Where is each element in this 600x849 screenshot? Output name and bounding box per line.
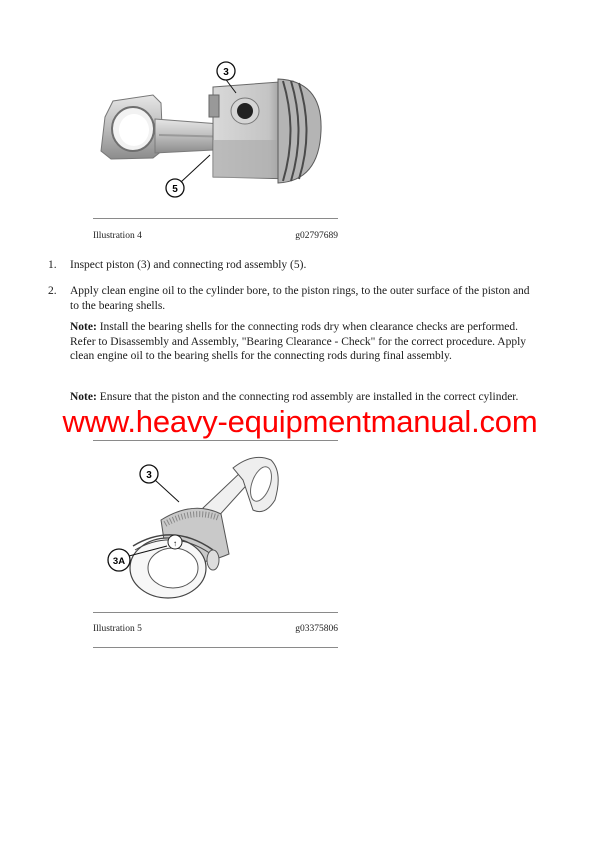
- callout-3-label: 3: [223, 67, 229, 78]
- divider-illustration-5-top: [93, 440, 338, 441]
- divider-illustration-5-bottom: [93, 647, 338, 648]
- illustration-5-code: g03375806: [295, 624, 338, 634]
- illustration-5-caption: [93, 624, 338, 634]
- piston-rod-photo: [93, 55, 338, 205]
- watermark-url: www.heavy-equipmentmanual.com: [62, 404, 538, 439]
- step-1-text: Inspect piston (3) and connecting rod assembly (5).: [70, 259, 307, 271]
- illustration-5-label: Illustration 5: [93, 624, 142, 634]
- callout-5-label: 5: [172, 184, 178, 195]
- step-1-number: 1.: [48, 259, 57, 271]
- divider-illustration-4: [93, 218, 338, 219]
- note-bearing-shells: [70, 320, 530, 364]
- callout-3-label-fig5: 3: [146, 470, 152, 481]
- note-1-text: Install the bearing shells for the connecting rods dry when clearance checks are performed. Refer to Disassembly and Assembly, "Bearing Clearance - Check" for the correct procedure. Apply clean engine oil to the bearing shells for the connecting rods during final assembly.: [70, 321, 527, 362]
- note-2-label: Note:: [70, 391, 97, 403]
- callout-3a-label: 3A: [112, 556, 126, 567]
- note-1-label: Note:: [70, 321, 97, 333]
- divider-illustration-5: [93, 612, 338, 613]
- step-2-number: 2.: [48, 285, 57, 297]
- illustration-4-code: g02797689: [295, 231, 338, 241]
- note-2-text: Ensure that the piston and the connecting rod assembly are installed in the correct cylinder.: [96, 391, 519, 403]
- illustration-4-label: Illustration 4: [93, 231, 142, 241]
- illustration-4-image: [93, 55, 338, 205]
- note-correct-cylinder: [70, 390, 530, 405]
- illustration-4-caption: [93, 231, 338, 241]
- illustration-5-image: [93, 450, 338, 600]
- piston-drawing: [93, 450, 338, 600]
- arrow-up-icon: ↑: [173, 539, 177, 548]
- step-2-text: Apply clean engine oil to the cylinder bore, to the piston rings, to the outer surface of the piston and to the bearing shells.: [70, 285, 530, 312]
